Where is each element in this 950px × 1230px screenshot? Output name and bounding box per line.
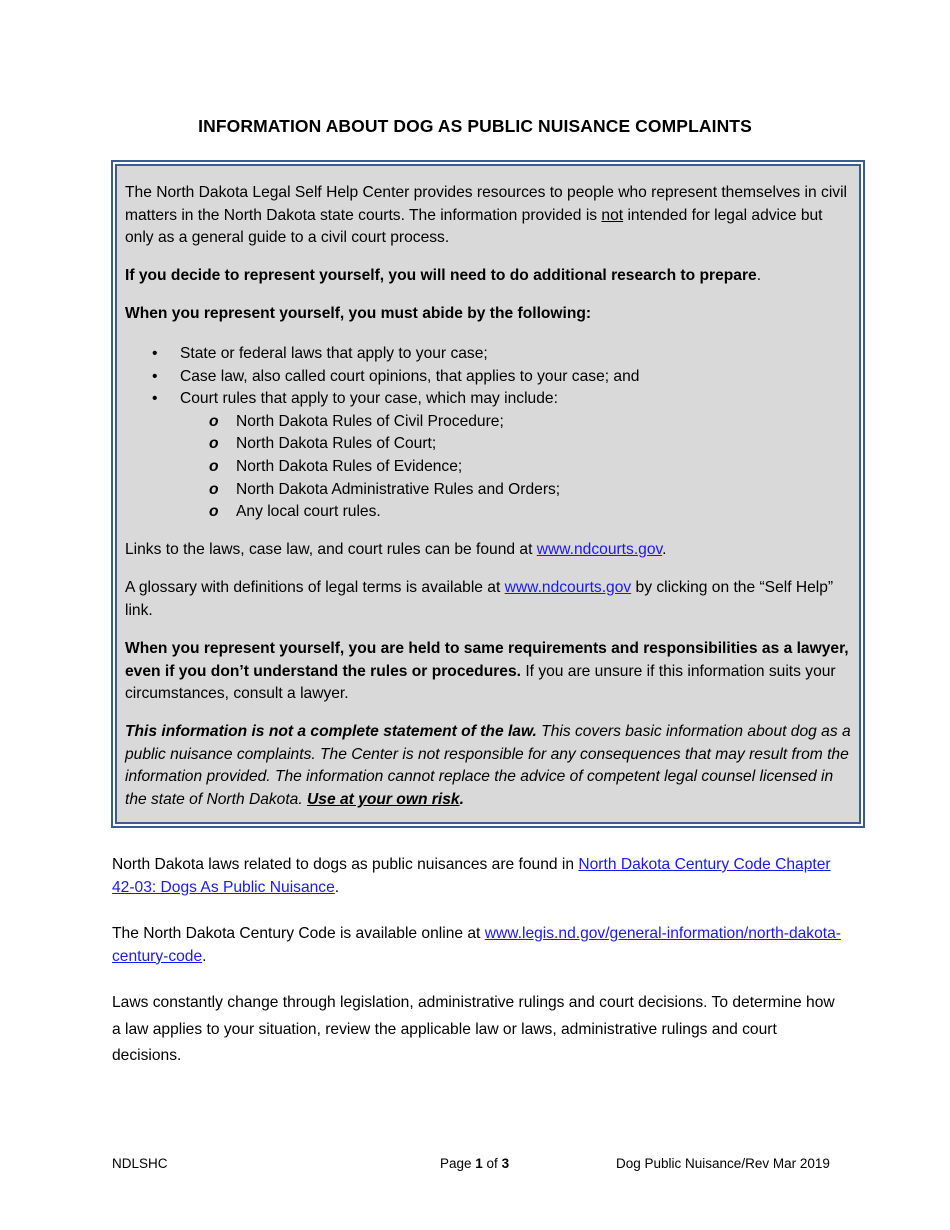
research-paragraph: [125, 265, 851, 288]
disclaimer-text: This covers basic information about dog as a public nuisance complaints. The Center is not responsible for any consequences that may result from the information provided. The information cannot replace the advice of competent legal counsel licensed in the state of North Dakota.: [125, 723, 851, 809]
bullet-icon: •: [152, 367, 158, 385]
glossary-text: A glossary with definitions of legal terms is available at: [125, 579, 505, 597]
century-code-link[interactable]: www.legis.nd.gov/general-information/north-dakota-century-code: [112, 925, 841, 965]
glossary-text-end: by clicking on the “Self Help” link.: [125, 579, 834, 619]
bullet-icon: •: [152, 344, 158, 362]
laws-text: North Dakota laws related to dogs as public nuisances are found in: [112, 856, 579, 873]
court-rules-sublist: [180, 411, 851, 524]
page-current: 1: [475, 1156, 483, 1171]
sub-list-item-text: North Dakota Administrative Rules and Orders;: [236, 480, 561, 498]
sub-list-item-text: North Dakota Rules of Civil Procedure;: [236, 412, 504, 430]
sub-list-item: [180, 456, 851, 479]
requirements-text: If you are unsure if this information suits your circumstances, consult a lawyer.: [125, 662, 836, 703]
laws-change-paragraph: [112, 990, 847, 1070]
laws-paragraph: [112, 854, 852, 899]
footer-page-number: [440, 1154, 509, 1174]
century-code-chapter-link[interactable]: North Dakota Century Code Chapter 42-03: Dogs As Public Nuisance: [112, 856, 831, 896]
page-of: of: [482, 1156, 502, 1171]
list-item: [125, 388, 851, 524]
links-paragraph: [125, 539, 851, 562]
intro-text: The North Dakota Legal Self Help Center provides resources to people who represent themselves in civil matters in the North Dakota state courts. The information provided is: [125, 184, 848, 224]
laws-change-text: Laws constantly change through legislation, administrative rulings and court decisions. To determine how a law applies to your situation, review the applicable law or laws, administrative rulings and court decisions.: [112, 994, 835, 1064]
circle-bullet-icon: o: [209, 503, 219, 521]
research-notice: If you decide to represent yourself, you will need to do additional research to prepare: [125, 267, 757, 285]
glossary-ndcourts-link[interactable]: www.ndcourts.gov: [504, 579, 632, 597]
links-period: .: [662, 541, 667, 559]
bullet-icon: •: [152, 390, 158, 408]
sub-list-item: [180, 433, 851, 456]
list-item-text: State or federal laws that apply to your case;: [180, 344, 488, 362]
circle-bullet-icon: o: [209, 457, 219, 475]
page-total: 3: [501, 1156, 510, 1171]
footer-document-revision: Dog Public Nuisance/Rev Mar 2019: [616, 1156, 830, 1171]
disclaimer-period: .: [459, 791, 464, 809]
glossary-paragraph: [125, 577, 851, 622]
intro-text-end: intended for legal advice but only as a general guide to a civil court process.: [125, 206, 823, 247]
abide-heading: When you represent yourself, you must abide by the following:: [125, 305, 592, 323]
sub-list-item: [180, 501, 851, 524]
intro-paragraph: [125, 182, 851, 250]
circle-bullet-icon: o: [209, 480, 219, 498]
notice-box: [111, 160, 865, 828]
requirements-paragraph: [125, 638, 851, 706]
footer-org: NDLSHC: [112, 1156, 168, 1171]
ndcourts-link[interactable]: www.ndcourts.gov: [536, 541, 663, 559]
list-item-text: Court rules that apply to your case, which may include:: [180, 390, 558, 408]
century-code-text: The North Dakota Century Code is available online at: [112, 925, 485, 942]
intro-not-emphasis: not: [601, 206, 624, 224]
sub-list-item: [180, 479, 851, 502]
list-item: [125, 366, 851, 389]
page-title: INFORMATION ABOUT DOG AS PUBLIC NUISANCE COMPLAINTS: [198, 116, 752, 136]
circle-bullet-icon: o: [209, 412, 219, 430]
research-period: .: [756, 267, 762, 285]
page-label: Page: [440, 1156, 476, 1171]
sub-list-item-text: North Dakota Rules of Court;: [236, 435, 437, 453]
sub-list-item-text: Any local court rules.: [236, 503, 381, 521]
rules-list: [125, 343, 851, 524]
sub-list-item: [180, 411, 851, 434]
use-at-own-risk: Use at your own risk: [307, 791, 460, 809]
requirements-notice: When you represent yourself, you are held to same requirements and responsibilities as a lawyer, even if you don’t understand the rules or procedures.: [125, 640, 849, 680]
circle-bullet-icon: o: [209, 435, 219, 453]
disclaimer-paragraph: [125, 721, 851, 811]
century-code-period: .: [202, 947, 207, 965]
sub-list-item-text: North Dakota Rules of Evidence;: [236, 457, 463, 475]
list-item-text: Case law, also called court opinions, that applies to your case; and: [180, 367, 640, 385]
laws-period: .: [334, 878, 340, 896]
notice-box-content: [115, 164, 861, 824]
disclaimer-heading: This information is not a complete statement of the law.: [125, 723, 537, 741]
list-item: [125, 343, 851, 366]
links-text: Links to the laws, case law, and court rules can be found at: [125, 541, 537, 559]
century-code-paragraph: [112, 923, 852, 968]
